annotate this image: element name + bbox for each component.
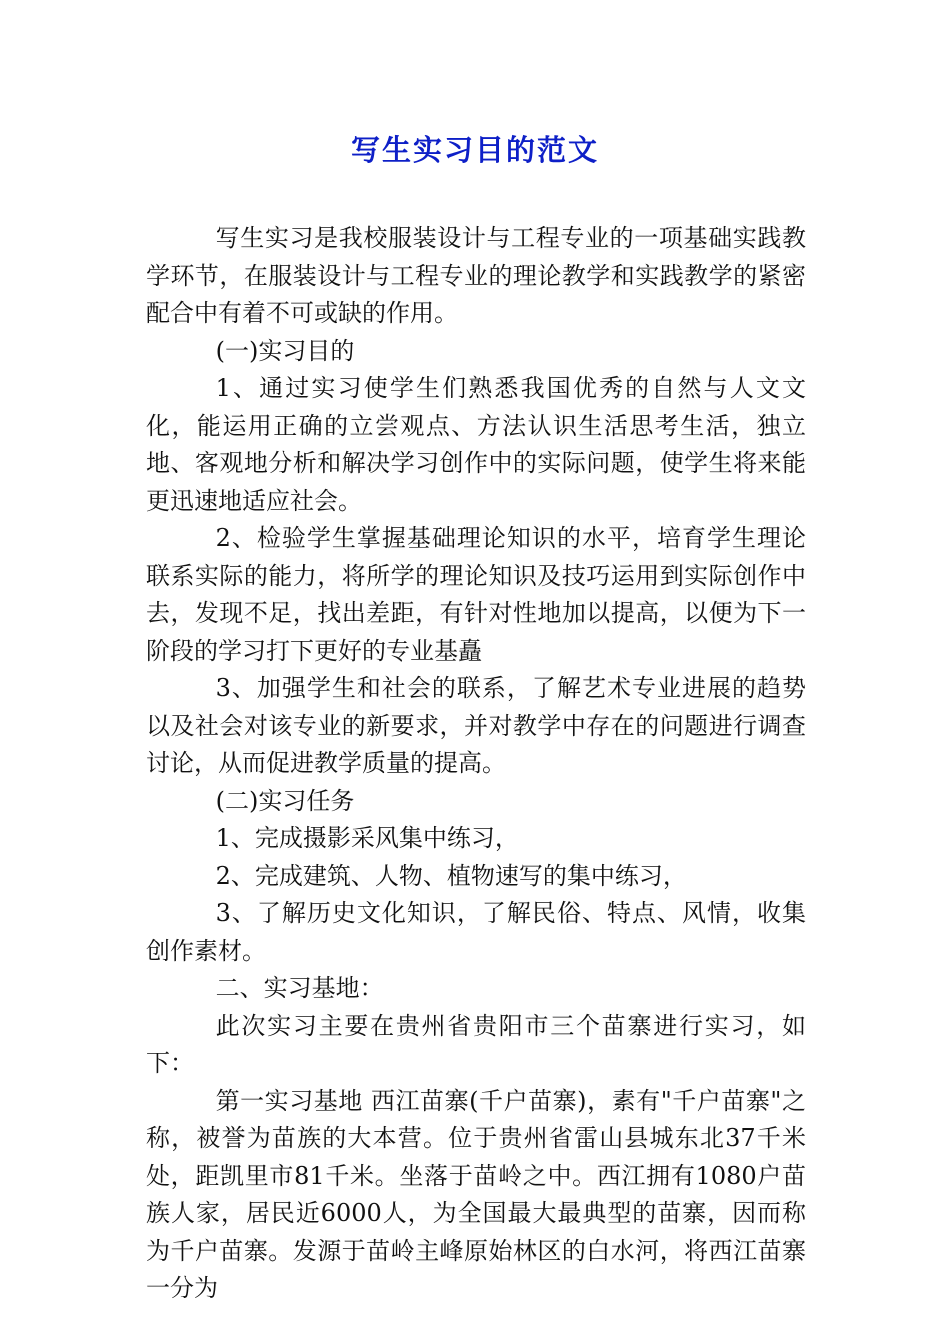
paragraph-purpose-3: 3、加强学生和社会的联系，了解艺术专业进展的趋势以及社会对该专业的新要求，并对教学中存在的问题进行调查讨论，从而促进教学质量的提高。 <box>146 674 806 777</box>
paragraph-task-1: 1、完成摄影采风集中练习， <box>215 824 519 852</box>
section-heading-base: 二、实习基地： <box>215 974 384 1002</box>
paragraph-base-1: 第一实习基地 西江苗寨(千户苗寨)，素有"千户苗寨"之称，被誉为苗族的大本营。位于贵州省雷山县城东北37千米处，距凯里市81千米。坐落于苗岭之中。西江拥有1080户苗族人家，居民近6000人，为全国最大最典型的苗寨，因而称为千户苗寨。发源于苗岭主峰原始林区的白水河，将西江苗寨一分为 <box>146 1086 806 1302</box>
document-title: 写生实习目的范文 <box>350 133 599 167</box>
section-heading-purpose: (一)实习目的 <box>215 336 355 365</box>
paragraph-task-3: 3、了解历史文化知识，了解民俗、特点、风情，收集创作素材。 <box>146 899 806 965</box>
document-body <box>146 220 806 1308</box>
paragraph-task-2: 2、完成建筑、人物、植物速写的集中练习， <box>215 861 687 890</box>
paragraph-purpose-2: 2、检验学生掌握基础理论知识的水平，培育学生理论联系实际的能力，将所学的理论知识及技巧运用到实际创作中去，发现不足，找出差距，有针对性地加以提高，以便为下一阶段的学习打下更好的专业基矗 <box>146 524 806 665</box>
paragraph-purpose-1: 1、通过实习使学生们熟悉我国优秀的自然与人文文化，能运用正确的立尝观点、方法认识生活思考生活，独立地、客观地分析和解决学习创作中的实际问题，使学生将来能更迅速地适应社会。 <box>146 374 806 515</box>
paragraph-base-intro: 此次实习主要在贵州省贵阳市三个苗寨进行实习，如下： <box>146 1011 806 1077</box>
section-heading-tasks: (二)实习任务 <box>215 786 355 815</box>
paragraph-intro: 写生实习是我校服装设计与工程专业的一项基础实践教学环节，在服装设计与工程专业的理论教学和实践教学的紧密配合中有着不可或缺的作用。 <box>146 224 806 327</box>
